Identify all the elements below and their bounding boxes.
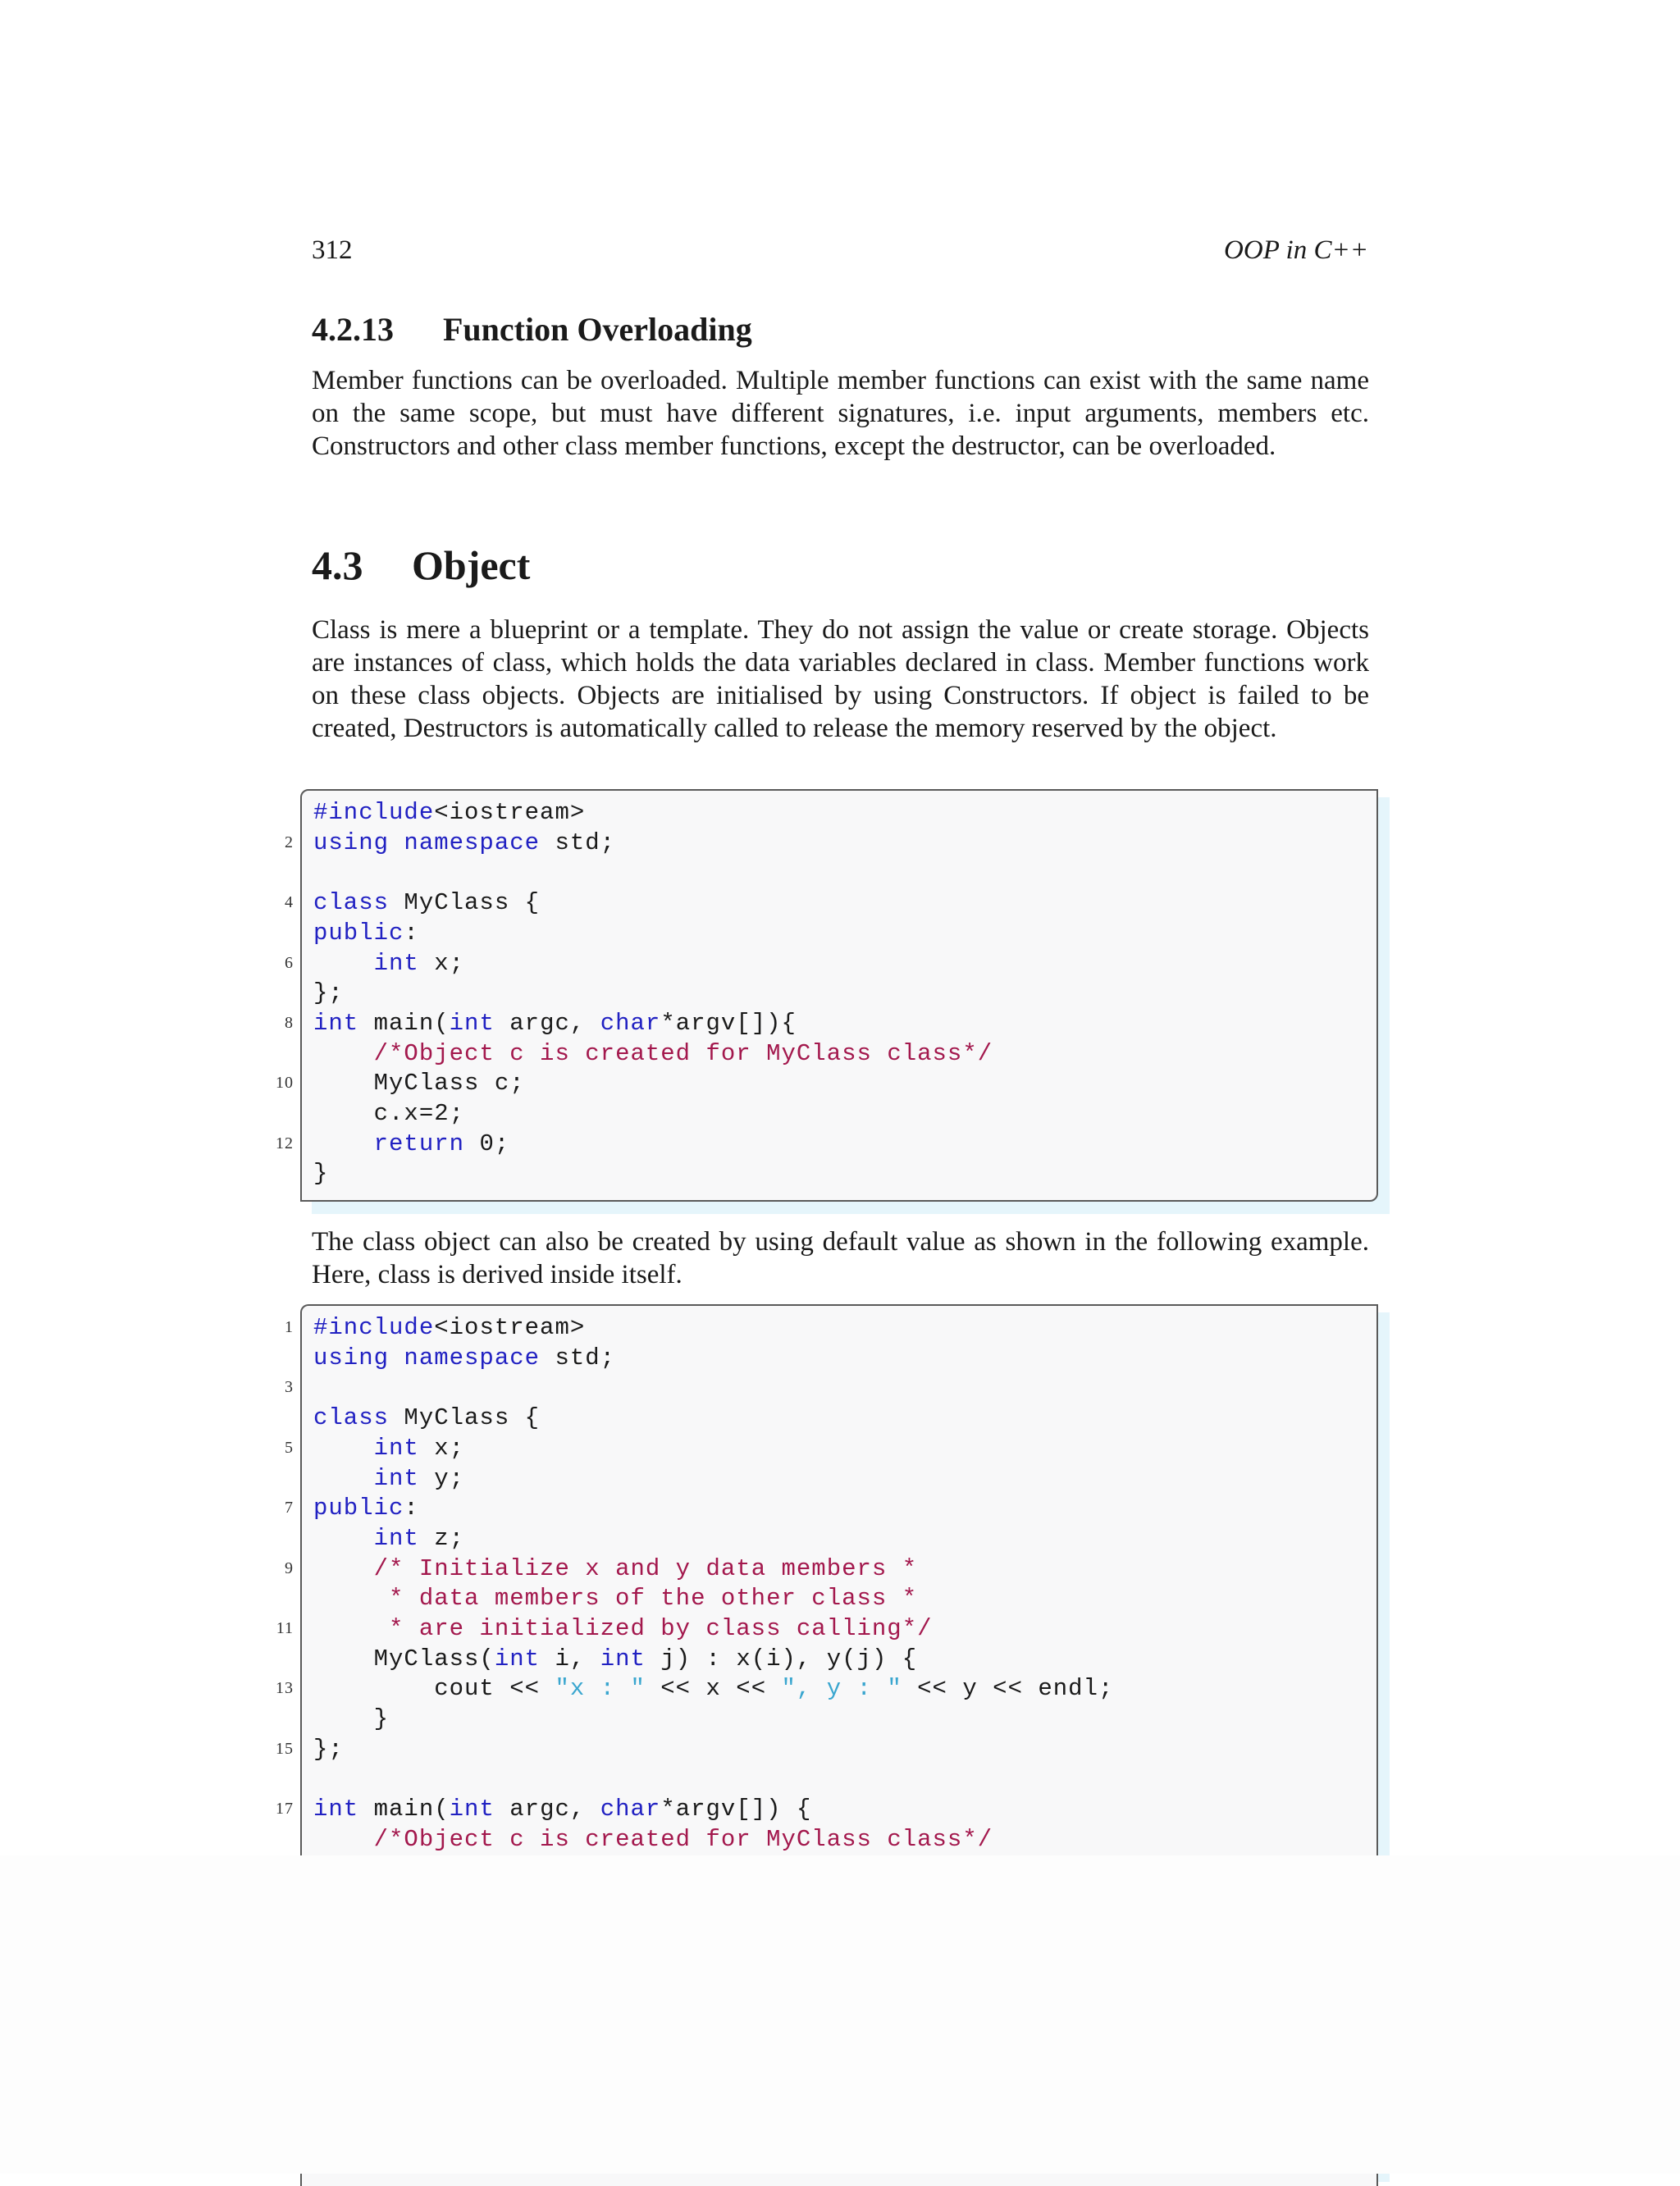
code-token: };: [313, 1735, 344, 1763]
code-line: [285, 1493, 1376, 1523]
line-number: 13: [276, 1679, 294, 1698]
code-line: [276, 1794, 1376, 1824]
line-number: 4: [285, 893, 294, 912]
code-token: x;: [418, 949, 465, 977]
code-line: [302, 1704, 1376, 1734]
code-string: "x : ": [555, 1675, 646, 1703]
code-line: [302, 918, 1376, 948]
code-token: j) : x(i), y(j) {: [645, 1645, 918, 1673]
code-keyword: class: [313, 889, 390, 917]
code-token: :: [404, 1495, 419, 1522]
code-token: argc,: [494, 1796, 600, 1823]
code-token: *argv[]) {: [660, 1796, 812, 1823]
code-line: [302, 1764, 1376, 1795]
code-token: MyClass {: [389, 889, 541, 917]
code-text: [313, 1158, 328, 1189]
code-comment: * data members of the other class *: [389, 1585, 918, 1613]
code-comment: * are initialized by class calling*/: [389, 1615, 933, 1642]
code-line: [302, 1343, 1376, 1373]
line-number: 3: [285, 1378, 294, 1397]
code-keyword: int: [313, 1009, 359, 1037]
line-number: 6: [285, 953, 294, 972]
code-keyword: #include: [313, 799, 435, 826]
code-line: [302, 1158, 1376, 1189]
code-line: [285, 1433, 1376, 1463]
code-token: [313, 1130, 374, 1157]
code-line: [285, 888, 1376, 918]
page-number: 312: [312, 235, 353, 265]
code-keyword: public: [313, 1495, 404, 1522]
code-keyword: int: [373, 1434, 419, 1462]
code-token: std;: [540, 828, 616, 856]
code-token: [313, 1525, 374, 1552]
code-token: MyClass {: [389, 1404, 541, 1432]
code-text: [313, 797, 585, 828]
code-comment: /* Initialize x and y data members *: [373, 1554, 918, 1582]
code-text: [313, 828, 615, 858]
line-number: 5: [285, 1438, 294, 1457]
code-token: std;: [540, 1344, 616, 1371]
code-text: [313, 1794, 811, 1824]
code-text: [313, 888, 540, 918]
code-keyword: return: [373, 1130, 465, 1157]
code-token: MyClass(: [313, 1645, 495, 1673]
code-line: [285, 1008, 1376, 1038]
section-heading: [312, 541, 530, 589]
code-token: c.x=2;: [313, 1100, 465, 1127]
line-number: 17: [276, 1800, 294, 1819]
code-text: [313, 1704, 389, 1734]
code-token: [313, 1465, 374, 1492]
code-comment: /*Object c is created for MyClass class*/: [373, 1039, 993, 1067]
code-token: };: [313, 979, 344, 1007]
code-block-1: [276, 789, 1378, 1202]
code-text: [313, 1734, 344, 1764]
code-text: [313, 1523, 464, 1554]
code-line: [285, 1554, 1376, 1584]
code-keyword: using namespace: [313, 1344, 541, 1371]
code-line: [302, 1463, 1376, 1494]
code-keyword: int: [373, 1464, 419, 1492]
code-line: [302, 1038, 1376, 1069]
code-text: [313, 1129, 509, 1159]
running-title: OOP in C++: [1224, 235, 1368, 265]
code-text: [313, 1068, 525, 1098]
code-keyword: int: [494, 1645, 541, 1673]
code-keyword: int: [600, 1645, 646, 1673]
code-keyword: char: [600, 1796, 661, 1823]
code-token: [313, 1555, 374, 1582]
code-text: [313, 918, 419, 948]
code-token: [313, 1040, 374, 1067]
code-token: <iostream>: [434, 799, 586, 826]
line-number: 10: [276, 1074, 294, 1093]
code-token: i,: [540, 1645, 600, 1673]
code-text: [313, 1493, 419, 1523]
code-text: [313, 1433, 464, 1463]
code-line: [302, 797, 1376, 828]
line-number: 8: [285, 1013, 294, 1032]
code-token: z;: [418, 1524, 465, 1552]
code-line: [302, 857, 1376, 888]
code-line: [302, 1824, 1376, 1855]
paragraph-overloading: Member functions can be overloaded. Multiple member functions can exist with the same name on the same scope, but must have different signatures, i.e. input arguments, members etc. Constructors and other class member functions, except the destructor, can be overloaded.: [312, 366, 1369, 461]
code-text: [313, 1038, 993, 1069]
code-token: main(: [358, 1796, 450, 1823]
code-line: [285, 828, 1376, 858]
paragraph-object: Class is mere a blueprint or a template. They do not assign the value or create storage. Objects are instances of class, which holds the data variables declared in class. Member functions work on these class objects. Objects are initialised by using Constructors. If object is failed to be created, Destructors is automatically called to release the memory reserved by the object.: [312, 615, 1369, 743]
code-token: :: [404, 919, 419, 947]
code-text: [313, 1403, 540, 1433]
code-text: [313, 1098, 464, 1129]
line-number: 15: [276, 1739, 294, 1758]
line-number: 7: [285, 1499, 294, 1517]
code-token: [313, 950, 374, 977]
code-line: [302, 1523, 1376, 1554]
code-text: [313, 978, 344, 1008]
code-line: [302, 1644, 1376, 1674]
code-text: [313, 1673, 1113, 1704]
code-keyword: char: [600, 1009, 661, 1037]
code-token: << x <<: [645, 1675, 782, 1703]
code-text: [313, 1644, 917, 1674]
code-line: [276, 1673, 1376, 1704]
code-token: y;: [418, 1464, 465, 1492]
subsection-title: Function Overloading: [443, 311, 752, 348]
code-keyword: using namespace: [313, 828, 541, 856]
section-title: Object: [412, 542, 531, 588]
page-bottom-blank: [0, 1855, 1680, 2174]
code-keyword: int: [373, 949, 419, 977]
line-number: 12: [276, 1134, 294, 1152]
code-line: [285, 1312, 1376, 1343]
code-text: [313, 1008, 797, 1038]
code-text: [313, 948, 464, 979]
code-text: [313, 1583, 917, 1613]
code-token: argc,: [494, 1009, 600, 1037]
code-text: [313, 1554, 917, 1584]
code-line: [276, 1068, 1376, 1098]
code-text: [313, 1312, 585, 1343]
code-line: [276, 1129, 1376, 1159]
code-token: x;: [418, 1434, 465, 1462]
code-line: [302, 1583, 1376, 1613]
code-token: }: [313, 1705, 390, 1733]
code-keyword: int: [449, 1009, 495, 1037]
line-number: 9: [285, 1558, 294, 1577]
code-keyword: int: [449, 1796, 495, 1823]
code-token: MyClass c;: [313, 1070, 525, 1098]
section-number: 4.3: [312, 542, 363, 588]
code-keyword: int: [373, 1524, 419, 1552]
code-keyword: public: [313, 919, 404, 947]
line-number: 11: [276, 1619, 294, 1637]
code-line: [302, 1403, 1376, 1433]
code-text: [313, 1463, 464, 1494]
line-number: 1: [285, 1318, 294, 1336]
code-token: [313, 1585, 389, 1612]
code-line: [302, 978, 1376, 1008]
code-line: [276, 1613, 1376, 1644]
code-token: *argv[]){: [660, 1009, 797, 1037]
code-token: main(: [358, 1009, 450, 1037]
code-text: [313, 1613, 933, 1644]
code-text: [313, 1824, 993, 1855]
code-token: [313, 1826, 374, 1853]
code-keyword: class: [313, 1404, 390, 1432]
code-token: }: [313, 1160, 329, 1188]
code-line: [285, 948, 1376, 979]
code-token: << y << endl;: [902, 1675, 1114, 1703]
code-token: 0;: [464, 1130, 510, 1157]
code-token: [313, 1615, 389, 1642]
subsection-number: 4.2.13: [312, 311, 394, 348]
code-token: [313, 1435, 374, 1462]
code-token: <iostream>: [434, 1314, 586, 1341]
code-string: ", y : ": [781, 1675, 902, 1703]
code-line: [276, 1734, 1376, 1764]
line-number: 2: [285, 833, 294, 851]
code-keyword: int: [313, 1796, 359, 1823]
code-token: cout <<: [313, 1675, 555, 1703]
code-comment: /*Object c is created for MyClass class*/: [373, 1825, 993, 1853]
subsection-heading: [312, 310, 752, 349]
code-line: [302, 1098, 1376, 1129]
code-keyword: #include: [313, 1314, 435, 1341]
code-text: [313, 1343, 615, 1373]
running-header: [312, 235, 1368, 268]
code-line: [285, 1372, 1376, 1403]
paragraph-default-value: The class object can also be created by using default value as shown in the following example. Here, class is derived inside itself.: [312, 1227, 1369, 1289]
